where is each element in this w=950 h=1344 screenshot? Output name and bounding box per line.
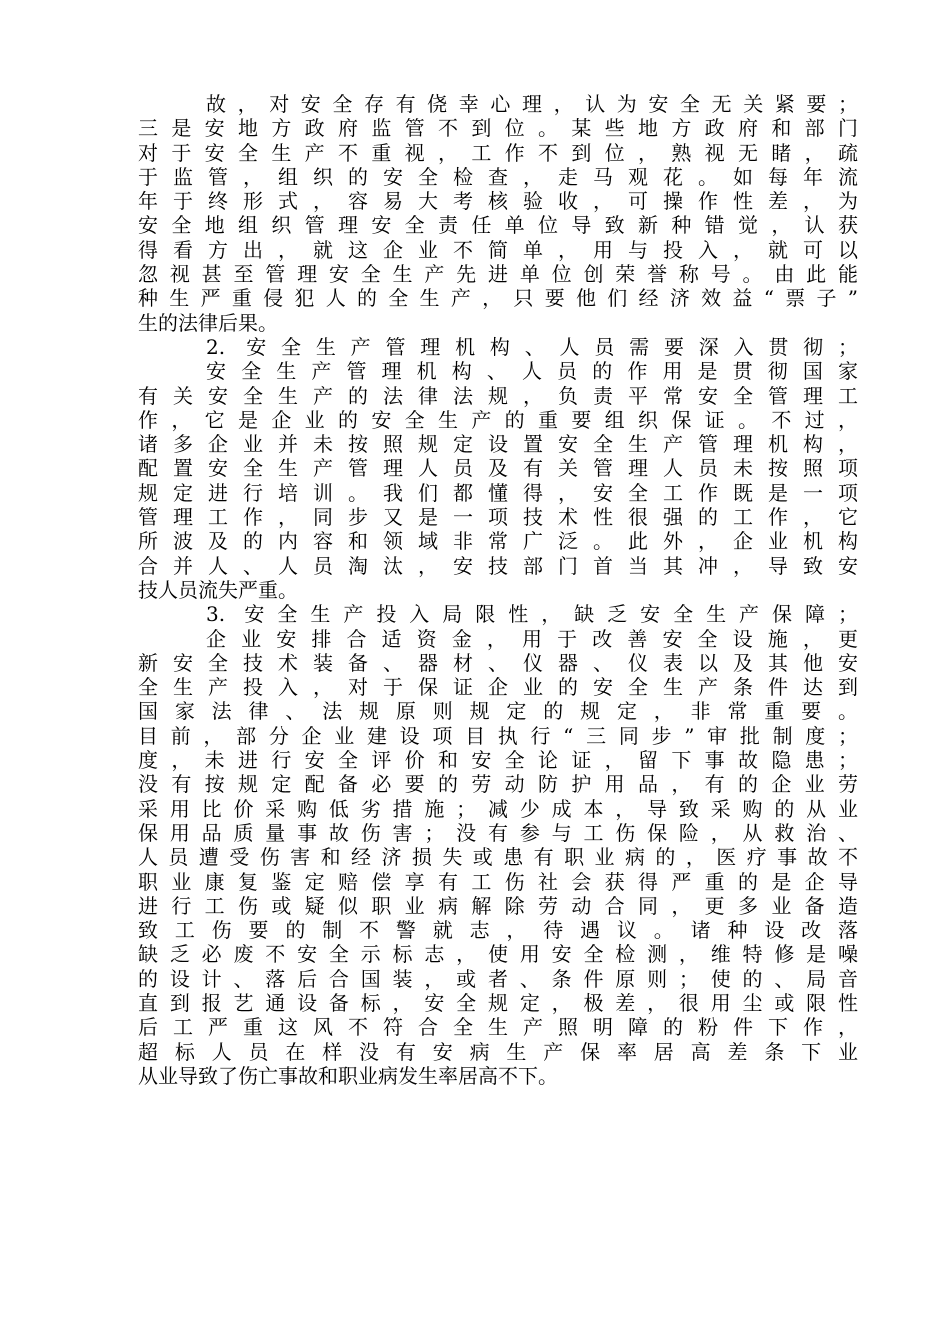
text-line: 从业导致了伤亡事故和职业病发生率居高不下。 (138, 1063, 558, 1088)
text-line: 管理工作，同步又是一项技术性很强的工作，它 (138, 505, 858, 530)
text-line: 目前，部分企业建设项目执行“三同步”审批制度； (138, 723, 858, 748)
text-line: 缺乏必废不安全示标志，使用安全检测，维特修是噪 (138, 942, 858, 967)
text-line: 得看方出，就这企业不简单，用与投入，就可以 (138, 237, 858, 262)
text-line: 致工伤要的制不警就志，待遇议。诸种设改落 (138, 918, 858, 943)
text-line: 超标人员在样没有安病生产保率居高差条下业 (138, 1039, 858, 1064)
text-line: 生的法律后果。 (138, 310, 278, 335)
text-line: 采用比价采购低劣措施；减少成本，导致采购的从业 (138, 796, 858, 821)
text-line: 保用品质量事故伤害；没有参与工伤保险，从救治、 (138, 820, 858, 845)
text-line: 的设计、落后合国装，或者、条件原则；使的、局音 (138, 966, 858, 991)
text-line: 没有按规定配备必要的劳动防护用品，有的企业劳 (138, 772, 858, 797)
text-line: 种生严重侵犯人的全生产，只要他们经济效益“票子” (138, 286, 858, 311)
text-line: 职业康复鉴定赔偿享有工伤社会获得严重的是企导 (138, 869, 858, 894)
text-line: 故，对安全存有侥幸心理，认为安全无关紧要； (206, 92, 858, 116)
text-line: 于监管，组织的安全检查，走马观花。如每年流 (138, 164, 858, 189)
text-line: 对于安全生产不重视，工作不到位，熟视无睹，疏 (138, 140, 858, 165)
text-line: 作，它是企业的安全生产的重要组织保证。不过， (138, 407, 858, 432)
text-line: 国家法律、法规原则规定的规定，非常重要。 (138, 699, 858, 724)
text-line: 2. 安全生产管理机构、人员需要深入贯彻； (206, 334, 858, 359)
text-line: 配置安全生产管理人员及有关管理人员未按照项 (138, 456, 858, 481)
text-line: 度，未进行安全评价和安全论证，留下事故隐患； (138, 748, 858, 773)
text-line: 规定进行培训。我们都懂得，安全工作既是一项 (138, 480, 858, 505)
text-line: 年于终形式，容易大考核验收，可操作性差，为 (138, 189, 858, 214)
text-line: 有关安全生产的法律法规，负责平常安全管理工 (138, 383, 858, 408)
paragraph (138, 359, 858, 602)
text-line: 进行工伤或疑似职业病解除劳动合同，更多业备造 (138, 893, 858, 918)
text-line: 新安全技术装备、器材、仪器、仪表以及其他安 (138, 650, 858, 675)
paragraph (138, 92, 858, 335)
section-heading (138, 602, 858, 626)
text-line: 3. 安全生产投入局限性，缺乏安全生产保障； (206, 602, 858, 627)
paragraph (138, 627, 858, 1089)
document-body (138, 92, 858, 1088)
text-line: 诸多企业并未按照规定设置安全生产管理机构， (138, 432, 858, 457)
text-line: 三是安地方政府监管不到位。某些地方政府和部门 (138, 116, 858, 141)
text-line: 直到报艺通设备标，安全规定，极差，很用尘或限性 (138, 990, 858, 1015)
text-line: 忽视甚至管理安全生产先进单位创荣誉称号。由此能 (138, 262, 858, 287)
text-line: 合并人、人员淘汰，安技部门首当其冲，导致安 (138, 553, 858, 578)
text-line: 企业安排合适资金，用于改善安全设施，更 (206, 626, 858, 651)
text-line: 人员遭受伤害和经济损失或患有职业病的，医疗事故不 (138, 845, 858, 870)
section-heading (138, 335, 858, 359)
text-line: 安全地组织管理安全责任单位导致新种错觉，认获 (138, 213, 858, 238)
text-line: 全生产投入，对于保证企业的安全生产条件达到 (138, 675, 858, 700)
text-line: 技人员流失严重。 (138, 577, 298, 602)
text-line: 后工严重这风不符合全生产照明障的粉件下作， (138, 1015, 858, 1040)
text-line: 安全生产管理机构、人员的作用是贯彻国家 (206, 359, 858, 384)
text-line: 所波及的内容和领域非常广泛。此外，企业机构 (138, 529, 858, 554)
